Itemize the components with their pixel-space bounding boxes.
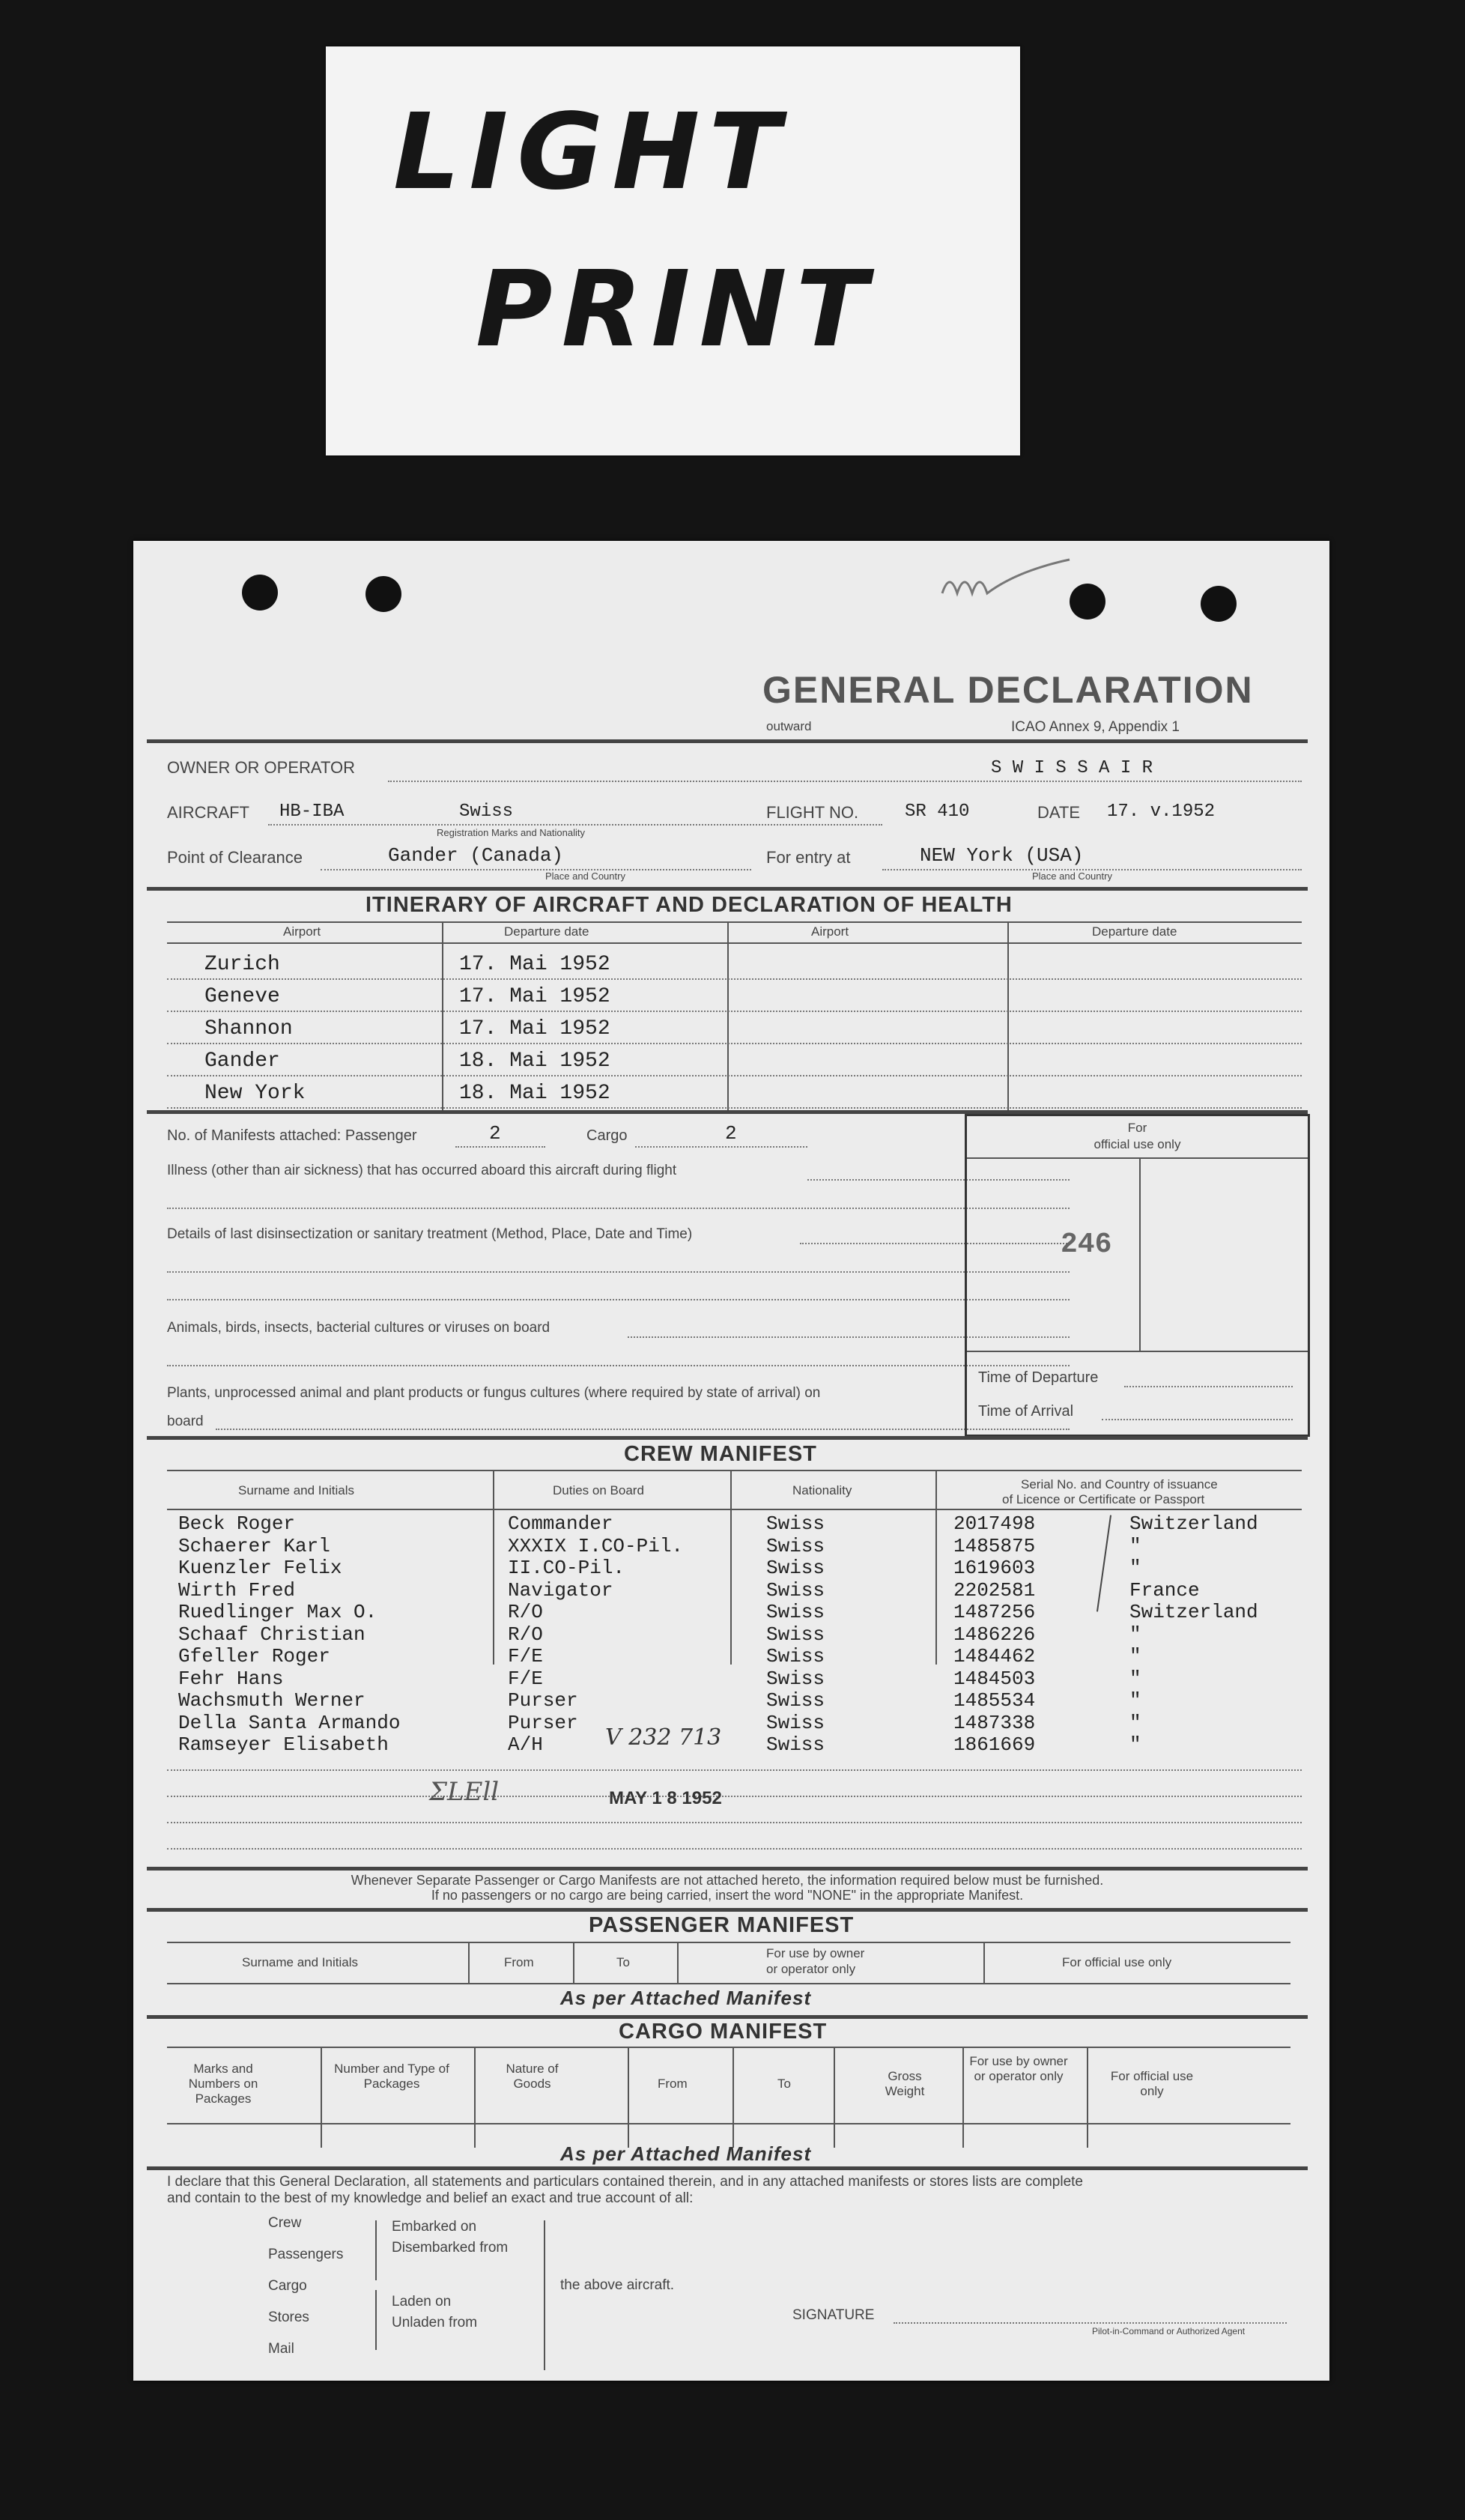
disembarked-label: Disembarked from [392,2240,509,2256]
crew-nationality: Swiss [766,1578,825,1602]
crew-name: Ruedlinger Max O. [178,1601,377,1623]
crew-country: Switzerland [1129,1512,1258,1535]
itinerary-airport: Shannon [204,1017,293,1041]
declaration-item: Cargo [268,2278,307,2294]
passenger-col-owner: For use by owner [766,1946,865,1960]
crew-nationality: Swiss [766,1512,825,1535]
crew-serial: 1487256 [953,1601,1036,1623]
crew-name: Fehr Hans [178,1667,284,1690]
illness-label: Illness (other than air sickness) that has occurred aboard this aircraft during flight [167,1163,677,1178]
clearance-value: Gander (Canada) [388,844,564,867]
flight-date: 17. v.1952 [1107,802,1216,822]
cargo-col-nature: Nature of Goods [506,2062,559,2091]
declaration-item: Stores [268,2310,309,2325]
crew-country: " [1129,1711,1141,1734]
crew-title: CREW MANIFEST [624,1442,817,1466]
itinerary-date: 17. Mai 1952 [459,985,610,1008]
crew-nationality: Swiss [766,1601,825,1623]
crew-nationality: Swiss [766,1733,825,1756]
passenger-col-name: Surname and Initials [242,1955,358,1969]
declaration-item: Crew [268,2215,302,2231]
unladen-label: Unladen from [392,2315,478,2330]
manifests-cargo: 2 [725,1122,737,1145]
crew-serial: 1861669 [953,1733,1036,1756]
departure-time-label: Time of Departure [978,1369,1099,1386]
crew-col-serial: Serial No. and Country of issuance [1021,1477,1218,1491]
signature-sublabel: Pilot-in-Command or Authorized Agent [1092,2326,1246,2336]
crew-name: Gfeller Roger [178,1645,330,1668]
cargo-col-owner: For use by owner or operator only [969,2054,1068,2083]
crew-country: " [1129,1557,1141,1579]
pen-scribble-icon [807,548,1107,608]
cargo-col-to: To [777,2077,791,2091]
official-title-2: official use only [1094,1137,1181,1151]
itinerary-airport: Gander [204,1050,280,1073]
crew-annotation: V 232 713 [605,1724,722,1751]
crew-nationality: Swiss [766,1623,825,1646]
cargo-col-weight: Gross Weight [885,2069,925,2098]
cargo-col-marks: Marks and Numbers on Packages [188,2062,258,2106]
crew-serial: 1484462 [953,1645,1036,1668]
crew-nationality: Swiss [766,1689,825,1712]
crew-duty: F/E [508,1645,543,1668]
notice-line-1: Whenever Separate Passenger or Cargo Manifests are not attached hereto, the information required below must be furnished. [351,1873,1104,1888]
crew-duty: A/H [508,1733,543,1756]
crew-country: " [1129,1623,1141,1646]
crew-name: Schaaf Christian [178,1623,366,1646]
crew-serial: 1487338 [953,1711,1036,1734]
clearance-label: Point of Clearance [167,848,303,867]
crew-country: Switzerland [1129,1601,1258,1623]
itinerary-col-airport-2: Airport [811,924,849,939]
aircraft-nationality: Swiss [459,802,514,822]
owner-value: S W I S S A I R [991,758,1153,778]
manifests-label: No. of Manifests attached: Passenger [167,1127,417,1144]
crew-serial: 1619603 [953,1557,1036,1579]
crew-col-name: Surname and Initials [238,1483,354,1497]
crew-duty: II.CO-Pil. [508,1557,625,1579]
cargo-col-from: From [658,2077,688,2091]
crew-name: Kuenzler Felix [178,1557,342,1579]
form-title: GENERAL DECLARATION [762,669,1254,711]
declaration-item: Mail [268,2341,294,2357]
itinerary-date: 18. Mai 1952 [459,1082,610,1105]
crew-name: Wachsmuth Werner [178,1689,366,1712]
itinerary-airport: Zurich [204,953,280,976]
crew-country: " [1129,1689,1141,1712]
crew-duty: XXXIX I.CO-Pil. [508,1534,684,1557]
disinsect-label: Details of last disinsectization or sanitary treatment (Method, Place, Date and Time) [167,1226,693,1242]
itinerary-airport: Geneve [204,985,280,1008]
crew-duty: Navigator [508,1578,613,1602]
itinerary-col-departure: Departure date [504,924,589,939]
aircraft-registration: HB-IBA [279,802,345,822]
declaration-line-1: I declare that this General Declaration, all statements and particulars contained therein, and in any attached manifests or stores lists are complete [167,2174,1083,2190]
crew-country: France [1129,1578,1200,1602]
crew-name: Ramseyer Elisabeth [178,1733,389,1756]
clearance-sublabel: Place and Country [545,870,625,882]
aircraft-sublabel: Registration Marks and Nationality [437,827,585,838]
itinerary-col-departure-2: Departure date [1092,924,1177,939]
passenger-col-owner-2: or operator only [766,1962,856,1976]
crew-serial: 1485875 [953,1534,1036,1557]
crew-date-stamp: MAY 1 8 1952 [609,1788,722,1808]
plants-label: Plants, unprocessed animal and plant products or fungus cultures (where required by state of arrival) on [167,1385,821,1401]
crew-serial: 1485534 [953,1689,1036,1712]
crew-country: " [1129,1667,1141,1690]
date-label: DATE [1037,803,1081,822]
crew-initials-signature: ΣLEll [429,1777,500,1807]
light-print-card [326,46,1020,455]
crew-col-serial-2: of Licence or Certificate or Passport [1002,1492,1205,1506]
crew-nationality: Swiss [766,1645,825,1668]
laden-label: Laden on [392,2294,452,2310]
itinerary-title: ITINERARY OF AIRCRAFT AND DECLARATION OF HEALTH [366,893,1013,917]
official-stamp-number: 246 [1061,1229,1112,1261]
card-line-1: LIGHT [393,91,789,213]
crew-col-duties: Duties on Board [553,1483,644,1497]
cargo-col-number: Number and Type of Packages [334,2062,449,2091]
cargo-col-official: For official use only [1110,2069,1194,2098]
passenger-note: As per Attached Manifest [560,1987,812,2009]
form-annex: ICAO Annex 9, Appendix 1 [1011,719,1180,735]
form-subtitle: outward [766,719,812,733]
cargo-title: CARGO MANIFEST [619,2020,828,2044]
crew-serial: 1486226 [953,1623,1036,1646]
crew-nationality: Swiss [766,1534,825,1557]
passenger-col-from: From [504,1955,534,1969]
crew-country: " [1129,1733,1141,1756]
flight-number: SR 410 [905,802,970,822]
crew-serial: 2017498 [953,1512,1036,1535]
itinerary-airport: New York [204,1082,306,1105]
crew-serial: 2202581 [953,1578,1036,1602]
crew-country: " [1129,1534,1141,1557]
passenger-col-official: For official use only [1062,1955,1172,1969]
punch-hole [242,575,278,611]
declaration-item: Passengers [268,2247,344,2262]
crew-duty: R/O [508,1623,543,1646]
arrival-time-label: Time of Arrival [978,1403,1074,1420]
crew-name: Beck Roger [178,1512,296,1535]
official-title: For [1127,1121,1147,1135]
crew-duty: Commander [508,1512,613,1535]
crew-name: Schaerer Karl [178,1534,330,1557]
cargo-note: As per Attached Manifest [560,2142,812,2165]
itinerary-date: 17. Mai 1952 [459,953,610,976]
manifests-passenger: 2 [489,1122,501,1145]
crew-col-nationality: Nationality [792,1483,852,1497]
crew-nationality: Swiss [766,1557,825,1579]
crew-name: Wirth Fred [178,1578,296,1602]
declaration-line-2: and contain to the best of my knowledge and belief an exact and true account of all: [167,2190,694,2206]
notice-line-2: If no passengers or no cargo are being carried, insert the word "NONE" in the appropriate Manifest. [431,1888,1024,1903]
crew-duty: R/O [508,1601,543,1623]
passenger-title: PASSENGER MANIFEST [589,1913,855,1937]
crew-country: " [1129,1645,1141,1668]
general-declaration-form [133,541,1329,2381]
punch-hole [1201,586,1237,622]
embarked-label: Embarked on [392,2219,477,2235]
crew-duty: F/E [508,1667,543,1690]
crew-name: Della Santa Armando [178,1711,401,1734]
flight-label: FLIGHT NO. [766,803,859,822]
passenger-col-to: To [616,1955,630,1969]
aircraft-label: AIRCRAFT [167,803,249,822]
official-use-box [965,1114,1310,1437]
card-line-2: PRINT [476,249,877,371]
entry-label: For entry at [766,848,851,867]
signature-label: SIGNATURE [792,2307,875,2323]
itinerary-date: 17. Mai 1952 [459,1017,610,1041]
itinerary-date: 18. Mai 1952 [459,1050,610,1073]
entry-sublabel: Place and Country [1032,870,1112,882]
owner-label: OWNER OR OPERATOR [167,758,355,777]
crew-nationality: Swiss [766,1711,825,1734]
crew-serial: 1484503 [953,1667,1036,1690]
itinerary-col-airport: Airport [283,924,321,939]
entry-value: NEW York (USA) [920,844,1084,867]
aircraft-statement: the above aircraft. [560,2277,675,2293]
crew-duty: Purser [508,1689,578,1712]
crew-nationality: Swiss [766,1667,825,1690]
animals-label: Animals, birds, insects, bacterial cultures or viruses on board [167,1320,550,1336]
manifests-cargo-label: Cargo [586,1127,628,1144]
punch-hole [366,576,401,612]
plants-label-2: board [167,1414,204,1429]
crew-duty: Purser [508,1711,578,1734]
